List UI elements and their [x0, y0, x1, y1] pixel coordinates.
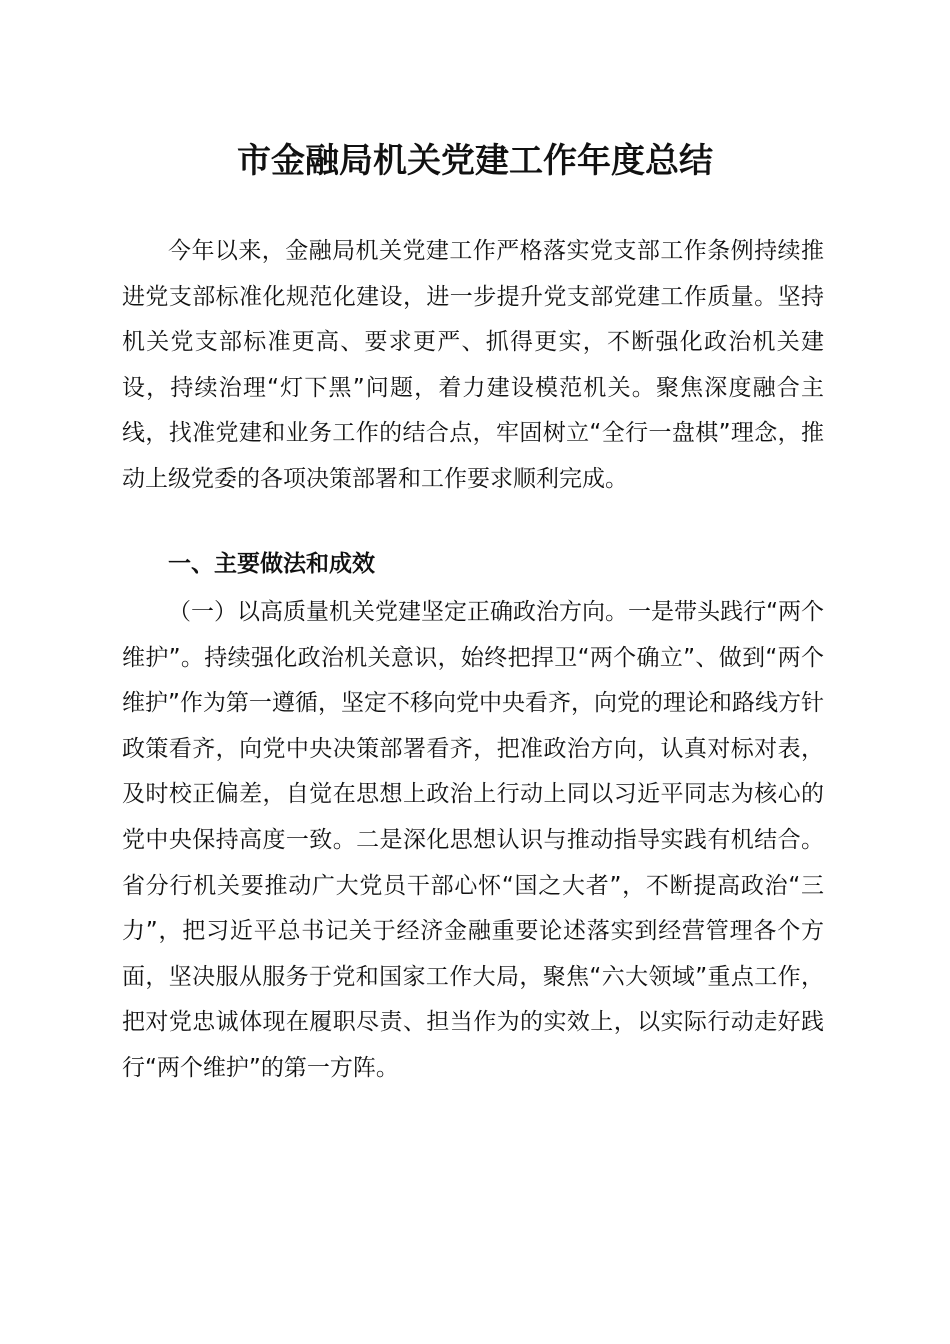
section-paragraph: （一）以高质量机关党建坚定正确政治方向。一是带头践行“两个维护”。持续强化政治机关意识，始终把捍卫“两个确立”、做到“两个维护”作为第一遵循，坚定不移向党中央看齐，向党的理论和路线方针政策看齐，向党中央决策部署看齐，把准政治方向，认真对标对表，及时校正偏差，自觉在思想上政治上行动上同以习近平同志为核心的党中央保持高度一致。二是深化思想认识与推动指导实践有机结合。省分行机关要推动广大党员干部心怀“国之大者”，不断提高政治“三力”，把习近平总书记关于经济金融重要论述落实到经营管理各个方面，坚决服从服务于党和国家工作大局，聚焦“六大领域”重点工作，把对党忠诚体现在履职尽责、担当作为的实效上，以实际行动走好践行“两个维护”的第一方阵。: [122, 599, 824, 1081]
document-title: 市金融局机关党建工作年度总结: [237, 141, 713, 181]
section-heading: 一、主要做法和成效: [168, 551, 375, 577]
intro-paragraph: 今年以来，金融局机关党建工作严格落实党支部工作条例持续推进党支部标准化规范化建设，进一步提升党支部党建工作质量。坚持机关党支部标准更高、要求更严、抓得更实，不断强化政治机关建设，持续治理“灯下黑”问题，着力建设模范机关。聚焦深度融合主线，找准党建和业务工作的结合点，牢固树立“全行一盘棋”理念，推动上级党委的各项决策部署和工作要求顺利完成。: [122, 238, 824, 492]
